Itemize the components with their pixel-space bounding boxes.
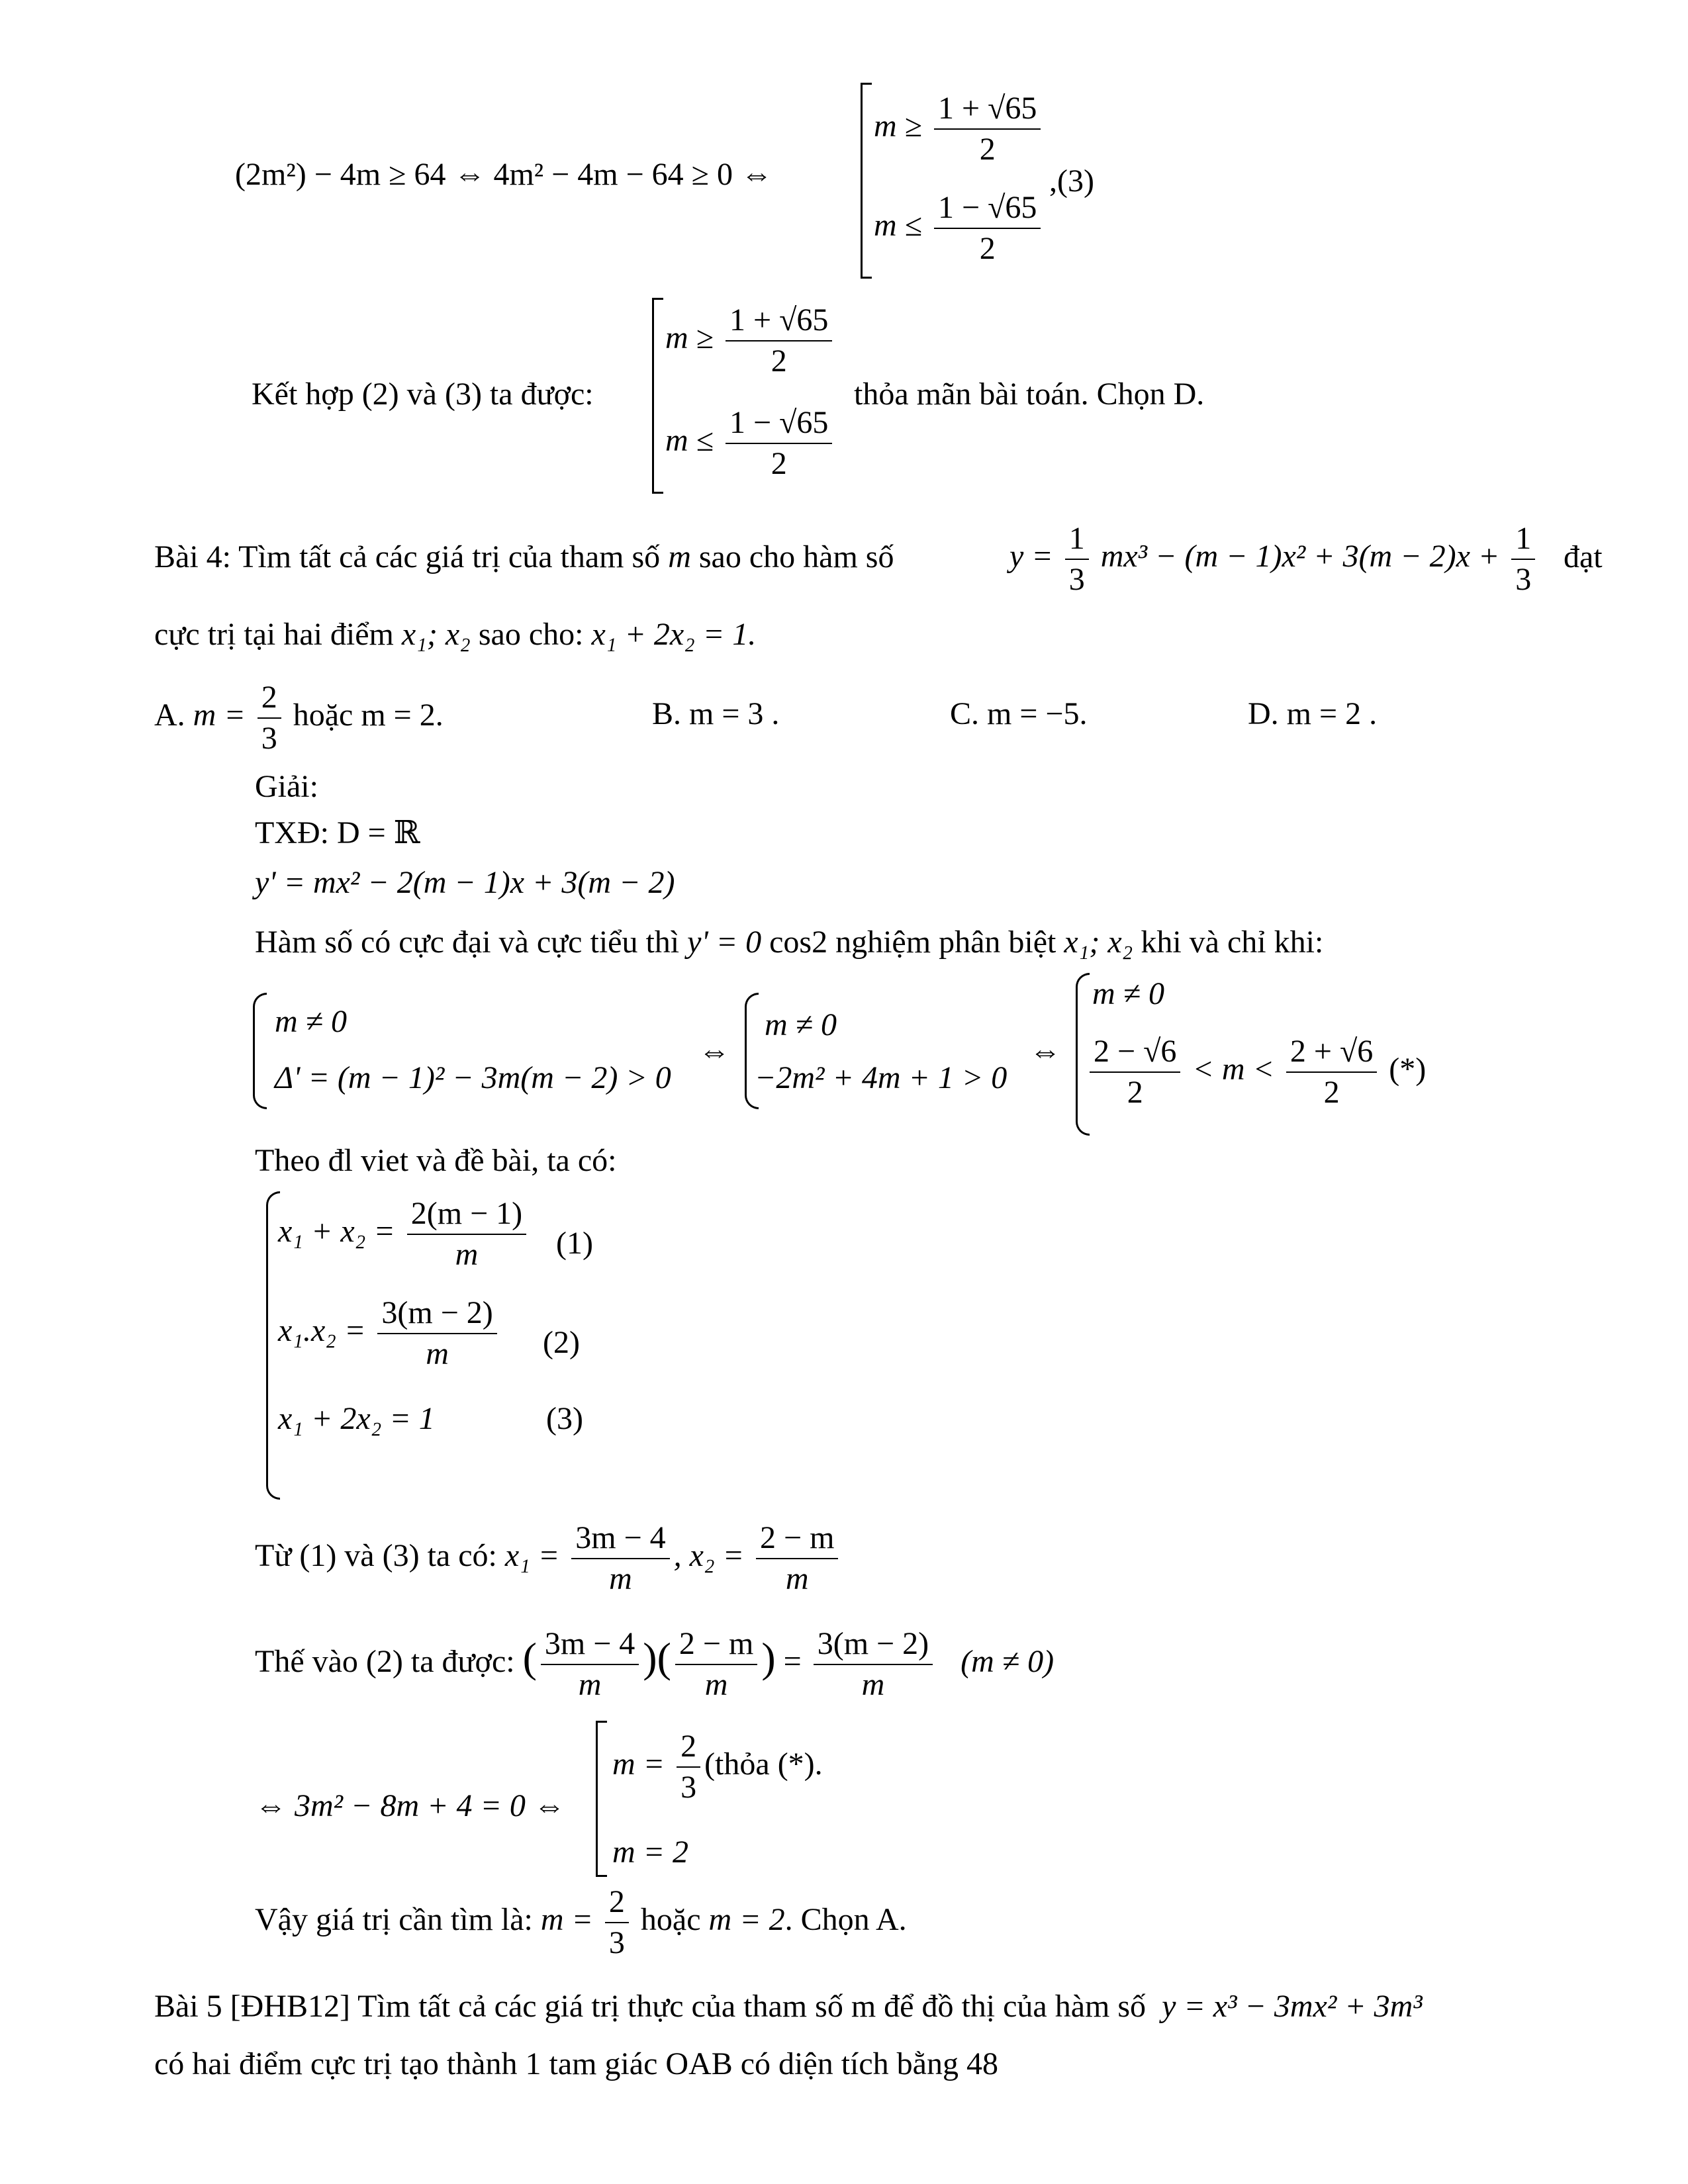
root-1: m = $\frac{2}{3}$ (thỏa (*).	[612, 1729, 823, 1805]
from13-line: Từ (1) và (3) ta có: x₁ = $\frac{3m - 4}{m}$ , x₂ = $\frac{2 - m}{m}$	[255, 1522, 842, 1595]
combine-suffix: thỏa mãn bài toán. Chọn D.	[854, 377, 1205, 412]
root-2: m = 2	[612, 1835, 689, 1870]
combine-case2: m ≤ $\frac{1 - √65}{2}$	[665, 407, 836, 480]
viet-eq-3: x₁ + 2x₂ = 1	[278, 1401, 435, 1436]
case-bracket-1	[861, 83, 872, 279]
equiv-1: ⇔	[698, 1034, 730, 1069]
system-brace-1	[253, 993, 267, 1109]
viet-tag-2: (2)	[543, 1325, 580, 1360]
case-bracket-3	[596, 1721, 607, 1877]
combine-prefix: Kết hợp (2) và (3) ta được:	[252, 377, 594, 412]
case-tag-3: ,(3)	[1049, 163, 1094, 199]
combine-case1: m ≥ $\frac{1 + √65}{2}$	[665, 304, 836, 377]
sys1-line-a: m ≠ 0	[275, 1004, 348, 1039]
bai5-line2: có hai điểm cực trị tạo thành 1 tam giác OAB có diện tích bằng 48	[154, 2046, 998, 2081]
eq-line-1-lhs: (2m²) − 4m ≥ 64 ⇔ 4m² − 4m − 64 ≥ 0 ⇔	[235, 157, 773, 192]
domain-line: TXĐ: D = ℝ	[255, 815, 420, 850]
bai4-line1: Bài 4: Tìm tất cả các giá trị của tham số m sao cho hàm số	[154, 539, 894, 574]
solution-heading: Giải:	[255, 769, 318, 804]
eq-line-1	[235, 159, 773, 191]
bai4-line2: cực trị tại hai điểm x₁; x₂ sao cho: x₁ + 2x₂ = 1.	[154, 617, 757, 652]
viet-eq-1: x₁ + x₂ = $\frac{2(m - 1)}{m}$	[278, 1198, 530, 1271]
final-line: Vậy giá trị cần tìm là: m = $\frac{2}{3}$ hoặc m = 2. Chọn A.	[255, 1884, 907, 1960]
viet-tag-3: (3)	[546, 1401, 583, 1436]
sys2-line-b: −2m² + 4m + 1 > 0	[755, 1060, 1008, 1095]
option-b[interactable]: B. m = 3 .	[652, 696, 780, 731]
option-c[interactable]: C. m = −5.	[950, 696, 1088, 731]
sys3-line-a: m ≠ 0	[1092, 976, 1165, 1011]
bai4-dat: đạt	[1564, 539, 1603, 574]
option-d[interactable]: D. m = 2 .	[1248, 696, 1378, 731]
sys1-line-b: Δ' = (m − 1)² − 3m(m − 2) > 0	[275, 1060, 671, 1095]
option-a[interactable]: A. m = $\frac{2}{3}$ hoặc m = 2.	[154, 680, 444, 756]
case-bracket-2	[652, 298, 663, 494]
substitute-line: Thế vào (2) ta được: ( $\frac{3m - 4}{m}$ )( $\frac{2 - m}{m}$ ) = $\frac{3(m - 2)}{m}$ (m ≠ 0)	[255, 1626, 1055, 1702]
viet-eq-2: x₁.x₂ = $\frac{3(m - 2)}{m}$	[278, 1297, 501, 1370]
equiv-2: ⇔	[1029, 1034, 1061, 1069]
bai5-line1: Bài 5 [ĐHB12] Tìm tất cả các giá trị thực của tham số m để đồ thị của hàm số y = x³ − 3mx² + 3m³	[154, 1989, 1423, 2024]
sys2-line-a: m ≠ 0	[765, 1007, 837, 1042]
case1: m ≥ $\frac{1 + √65}{2}$	[874, 93, 1045, 165]
derivative-line: y' = mx² − 2(m − 1)x + 3(m − 2)	[255, 865, 675, 900]
case2: m ≤ $\frac{1 - √65}{2}$	[874, 192, 1045, 265]
sys3-line-b: $\frac{2 - √6}{2}$ < m < $\frac{2 + √6}{2}$ (*)	[1086, 1036, 1426, 1109]
viet-tag-1: (1)	[556, 1226, 593, 1261]
condition-line: Hàm số có cực đại và cực tiểu thì y' = 0 cos2 nghiệm phân biệt x₁; x₂ khi và chỉ khi:	[255, 925, 1324, 960]
viet-line: Theo đl viet và đề bài, ta có:	[255, 1143, 617, 1178]
bai4-function: y = $\frac{1}{3}$ mx³ − (m − 1)x² + 3(m − 2)x + $\frac{1}{3}$	[1009, 523, 1539, 596]
quadratic-line: ⇔ 3m² − 8m + 4 = 0 ⇔	[255, 1788, 565, 1823]
